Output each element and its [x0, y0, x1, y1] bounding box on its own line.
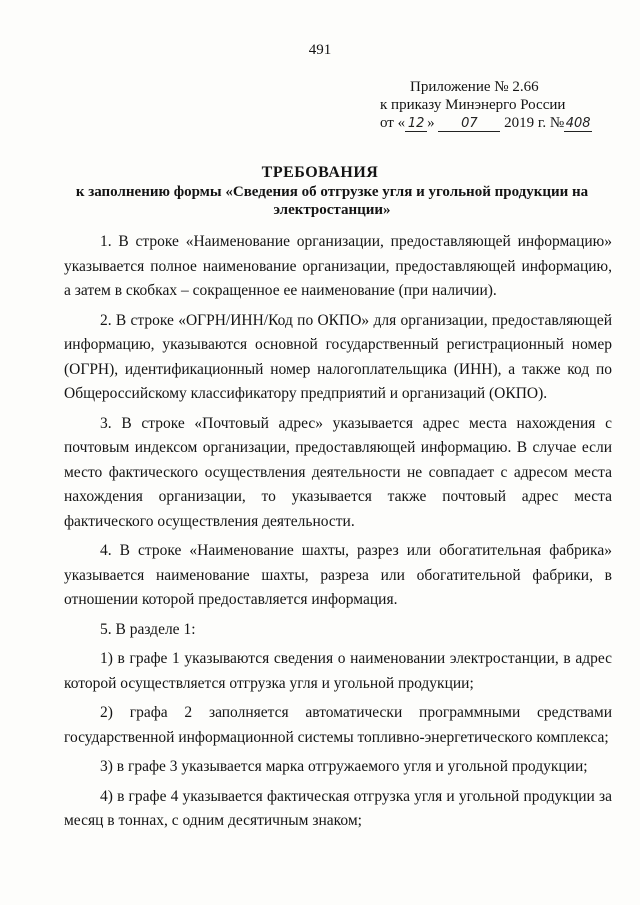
- title-line-2: к заполнению формы «Сведения об отгрузке угля и угольной продукции на: [75, 184, 589, 200]
- page-number: 491: [308, 42, 332, 58]
- sub-item-1: 1) в графе 1 указываются сведения о наименовании электростанции, в адрес которой осуществляется отгрузка угля и угольной продукции;: [64, 650, 612, 692]
- sub-item-2: 2) графа 2 заполняется автоматически программными средствами государственной информационной системы топливно-энергетического комплекса;: [64, 704, 612, 746]
- paragraph-2: 2. В строке «ОГРН/ИНН/Код по ОКПО» для организации, предоставляющей информацию, указываются основной государственный регистрационный номер (ОГРН), идентификационный номер налогоплательщика (ИНН), а также код по Общероссийскому классификатору предприятий и организаций (ОКПО).: [64, 311, 612, 402]
- paragraph-4: 4. В строке «Наименование шахты, разрез или обогатительная фабрика» указывается наименование шахты, разреза или обогатительной фабрики, в отношении которой предоставляется информация.: [64, 542, 612, 608]
- date-quote-close: »: [427, 115, 435, 131]
- sub-item-4: 4) в графе 4 указывается фактическая отгрузка угля и угольной продукции за месяц в тоннах, с одним десятичным знаком;: [64, 787, 612, 829]
- date-year-and-number-label: 2019 г. №: [504, 115, 565, 131]
- paragraph-1: 1. В строке «Наименование организации, предоставляющей информацию» указывается полное наименование организации, предоставляющей информацию, а затем в скобках – сокращенное ее наименование (при наличии).: [64, 233, 612, 299]
- appendix-date-line: [380, 114, 620, 132]
- date-month: 07: [438, 117, 500, 132]
- appendix-title: Приложение № 2.66: [410, 79, 539, 95]
- sub-item-3: 3) в графе 3 указывается марка отгружаемого угля и угольной продукции;: [100, 758, 588, 775]
- date-prefix: от «: [380, 115, 406, 131]
- appendix-order-ref: к приказу Минэнерго России: [380, 97, 566, 113]
- appendix-header: [380, 78, 620, 132]
- date-day: 12: [405, 117, 427, 132]
- paragraph-5: 5. В разделе 1:: [100, 620, 196, 638]
- paragraph-3: 3. В строке «Почтовый адрес» указывается адрес места нахождения с почтовым индексом организации, предоставляющей информацию. В случае если место фактического осуществления деятельности не совпадает с адресом места нахождения организации, то указывается также почтовый адрес места фактического осуществления деятельности.: [64, 414, 612, 530]
- title-line-3: электростанции»: [273, 202, 391, 218]
- document-body: [64, 230, 612, 839]
- title-heading: ТРЕБОВАНИЯ: [261, 164, 379, 181]
- document-title: [0, 164, 640, 219]
- order-number: 408: [565, 116, 591, 131]
